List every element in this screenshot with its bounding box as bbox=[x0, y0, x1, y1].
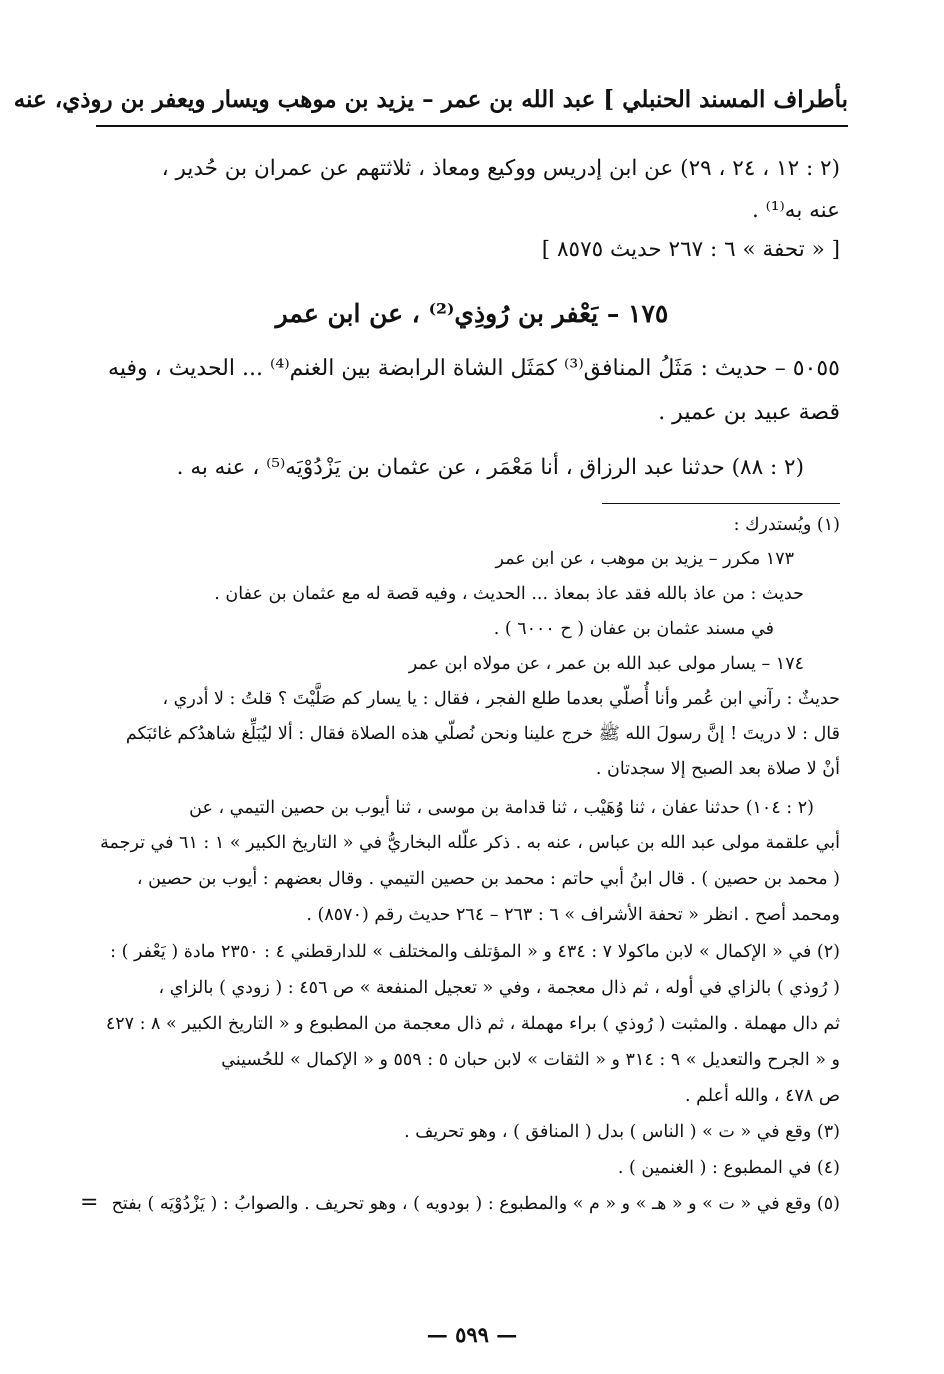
footnote-line: حديثٌ : رآني ابن عُمر وأنا أُصلّي بعدما طلع الفجر ، فقال : يا يسار كم صَلَّيْتَ ؟ قلتُ : لا أدري ، bbox=[162, 689, 840, 709]
footnote-line: ثم دال مهملة . والمثبت ( رُوذي ) براء مهملة ، ثم ذال معجمة من المطبوع و « التاريخ الكبير » ٨ : ٤٢٧ bbox=[105, 1014, 840, 1034]
citation-line: [ « تحفة » ٦ : ٢٦٧ حديث ٨٥٧٥ ] bbox=[541, 237, 840, 262]
header-rule bbox=[96, 125, 848, 127]
footnote-line: ١٧٤ – يسار مولى عبد الله بن عمر ، عن مولاه ابن عمر bbox=[408, 654, 804, 674]
continuation-mark: = bbox=[80, 1190, 99, 1215]
footnote-line: (٢ : ١٠٤) حدثنا عفان ، ثنا وُهَيْب ، ثنا قدامة بن موسى ، ثنا أيوب بن حصين التيمي ، عن bbox=[189, 798, 814, 818]
page-number: — ٥٩٩ — bbox=[426, 1322, 518, 1347]
footnote-line: أبي علقمة مولى عبد الله بن عباس ، عنه به . ذكر علّله البخاريُّ في « التاريخ الكبير » ١ : ٦١ في ترجمة bbox=[100, 833, 840, 853]
chain-line: (٢ : ٨٨) حدثنا عبد الرزاق ، أنا مَعْمَر ، عن عثمان بن يَزْدُوْيَه⁽⁵⁾ ، عنه به . bbox=[176, 455, 804, 480]
hadith-line: قصة عبيد بن عمير . bbox=[658, 400, 840, 425]
text-line: (٢ : ١٢ ، ٢٤ ، ٢٩) عن ابن إدريس ووكيع ومعاذ ، ثلاثتهم عن عمران بن حُدير ، bbox=[161, 156, 840, 181]
running-header: بأطراف المسند الحنبلي ] عبد الله بن عمر – يزيد بن موهب ويسار ويعفر بن روذي، عنه bbox=[13, 86, 848, 113]
text-line: عنه به⁽¹⁾ . bbox=[751, 198, 840, 223]
section-heading: ١٧٥ – يَعْفر بن رُوذِي⁽²⁾ ، عن ابن عمر bbox=[275, 299, 669, 328]
footnote-line: ص ٤٧٨ ، والله أعلم . bbox=[685, 1086, 840, 1106]
footnote-line: حديث : من عاذ بالله فقد عاذ بمعاذ ... الحديث ، وفيه قصة له مع عثمان بن عفان . bbox=[214, 584, 804, 604]
footnote-line: ومحمد أصح . انظر « تحفة الأشراف » ٦ : ٢٦٣ – ٢٦٤ حديث رقم (٨٥٧٠) . bbox=[306, 905, 840, 925]
footnote-line: (٢) في « الإكمال » لابن ماكولا ٧ : ٤٣٤ و « المؤتلف والمختلف » للدارقطني ٤ : ٢٣٥٠ مادة ( يَعْفر ) : bbox=[110, 942, 840, 962]
footnote-line: ١٧٣ مكرر – يزيد بن موهب ، عن ابن عمر bbox=[495, 549, 794, 569]
footnote-line: (٣) وقع في « ت » ( الناس ) بدل ( المنافق ) ، وهو تحريف . bbox=[404, 1122, 840, 1142]
footnote-line: قال : لا دريتَ ! إنَّ رسولَ الله ﷺ خرج علينا ونحن نُصلّي هذه الصلاة فقال : ألا ليُبَلِّغ شاهدُكم غائبَكم bbox=[125, 724, 840, 744]
footnote-line: (٤) في المطبوع : ( الغنمين ) . bbox=[617, 1158, 840, 1178]
footnote-line: ( محمد بن حصين ) . قال ابنُ أبي حاتم : محمد بن حصين التيمي . وقال بعضهم : أيوب بن حصين ، bbox=[136, 869, 840, 889]
footnote-rule bbox=[602, 503, 840, 504]
footnote-line: في مسند عثمان بن عفان ( ح ٦٠٠٠ ) . bbox=[493, 619, 774, 639]
footnote-line: و « الجرح والتعديل » ٩ : ٣١٤ و « الثقات » لابن حبان ٥ : ٥٥٩ و « الإكمال » للحُسيني bbox=[221, 1050, 840, 1070]
hadith-line: ٥٠٥٥ – حديث : مَثَلُ المنافق⁽³⁾ كمَثَل الشاة الرابضة بين الغنم⁽⁴⁾ ... الحديث ، وفيه bbox=[108, 356, 840, 381]
footnote-line: (١) ويُستدرك : bbox=[733, 515, 840, 535]
footnote-line: (٥) وقع في « ت » و « هـ » و « م » والمطبوع : ( بودويه ) ، وهو تحريف . والصوابُ : ( يَزْدُوْيَه ) بفتح bbox=[111, 1194, 840, 1214]
footnote-line: أنْ لا صلاة بعد الصبح إلا سجدتان . bbox=[595, 759, 840, 779]
footnote-line: ( رُوذي ) بالزاي في أوله ، ثم ذال معجمة ، وفي « تعجيل المنفعة » ص ٤٥٦ : ( زودي ) بالزاي ، bbox=[158, 978, 840, 998]
